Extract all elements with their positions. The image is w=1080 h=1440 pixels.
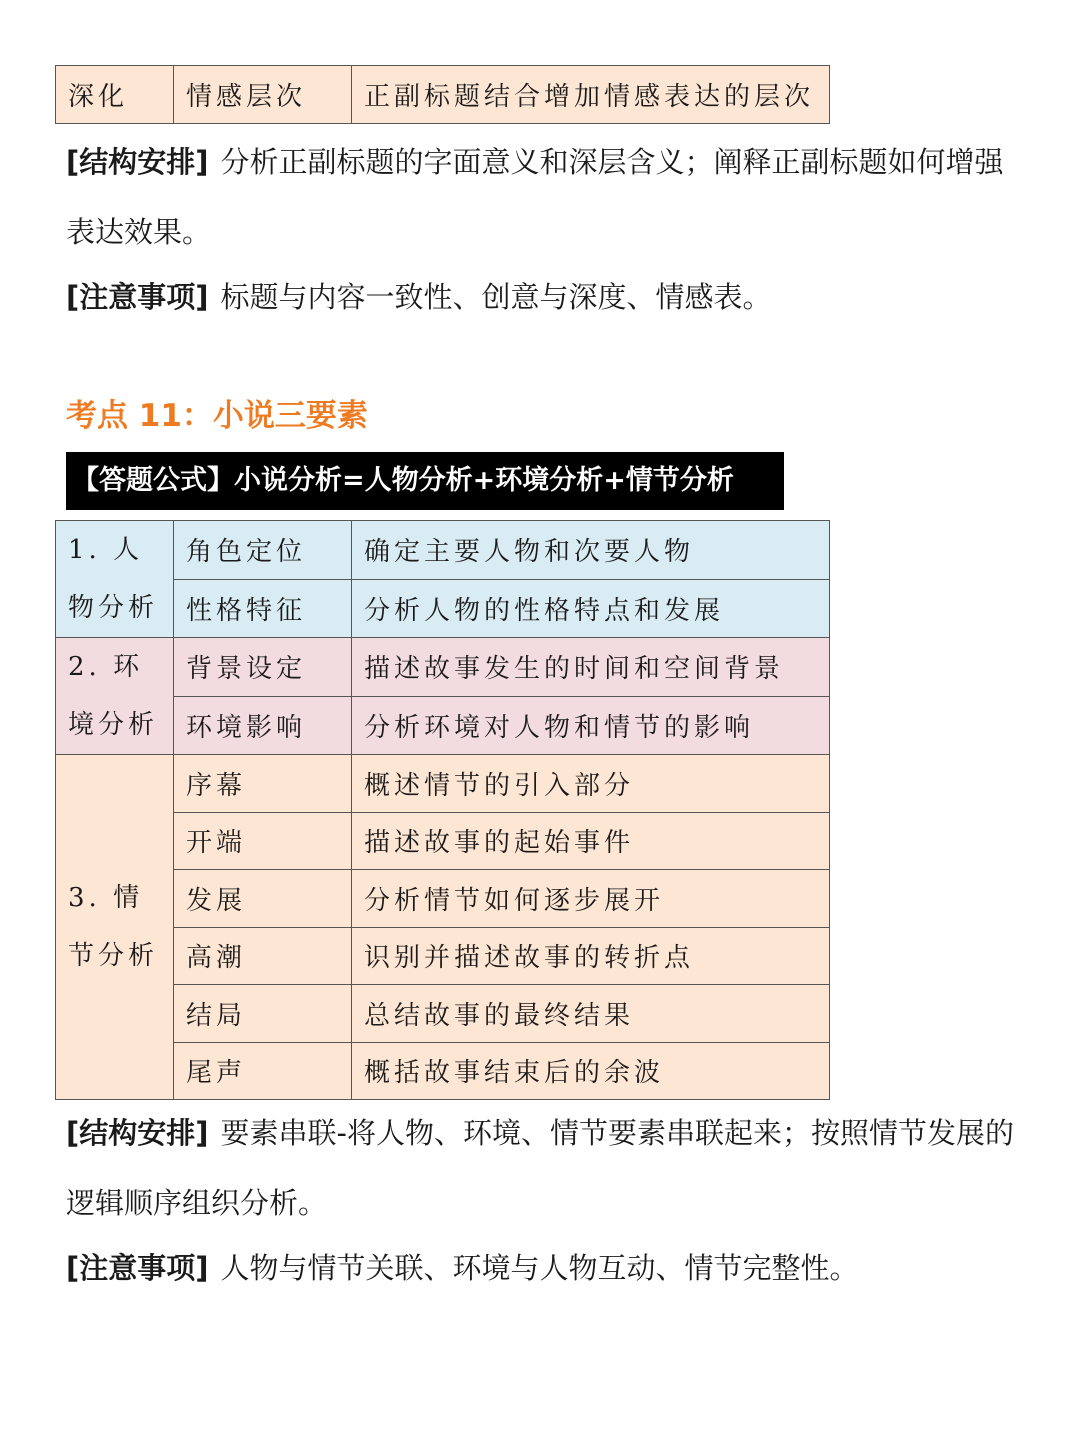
category-cell <box>56 521 174 638</box>
category-label: 2. 环境分析 <box>68 652 159 740</box>
structure-text: 要素串联-将人物、环境、情节要素串联起来；按照情节发展的 <box>220 1116 1014 1150</box>
table-row <box>56 638 830 697</box>
section-heading: 考点 11：小说三要素 <box>66 398 368 434</box>
category-cell <box>56 638 174 755</box>
structure-paragraph-1-cont <box>66 197 1046 267</box>
desc-cell: 描述故事发生的时间和空间背景 <box>352 638 830 697</box>
notes-text: 人物与情节关联、环境与人物互动、情节完整性。 <box>220 1251 859 1285</box>
item-cell: 背景设定 <box>174 638 352 697</box>
item-cell: 性格特征 <box>174 579 352 638</box>
notes-text: 标题与内容一致性、创意与深度、情感表。 <box>220 280 772 314</box>
category-label: 3. 情节分析 <box>68 883 159 971</box>
notes-paragraph-2 <box>66 1233 1046 1303</box>
desc-cell: 总结故事的最终结果 <box>352 985 830 1043</box>
structure-text-cont: 逻辑顺序组织分析。 <box>66 1186 328 1220</box>
notes-paragraph-1 <box>66 262 1046 332</box>
category-cell <box>56 755 174 1100</box>
table-cell: 正副标题结合增加情感表达的层次 <box>352 66 830 124</box>
structure-tag: [结构安排] <box>66 1116 209 1150</box>
structure-paragraph-2-cont <box>66 1168 1046 1238</box>
structure-text: 分析正副标题的字面意义和深层含义；阐释正副标题如何增强 <box>220 145 1004 179</box>
structure-paragraph-2 <box>66 1098 1046 1168</box>
desc-cell: 分析情节如何逐步展开 <box>352 870 830 928</box>
item-cell: 结局 <box>174 985 352 1043</box>
item-cell: 开端 <box>174 812 352 870</box>
formula-banner: 【答题公式】小说分析=人物分析+环境分析+情节分析 <box>66 452 784 510</box>
item-cell: 序幕 <box>174 755 352 813</box>
desc-cell: 分析人物的性格特点和发展 <box>352 579 830 638</box>
top-table <box>55 65 830 124</box>
table-row <box>56 521 830 580</box>
structure-text-cont: 表达效果。 <box>66 215 212 249</box>
desc-cell: 描述故事的起始事件 <box>352 812 830 870</box>
structure-tag: [结构安排] <box>66 145 209 179</box>
table-cell: 情感层次 <box>174 66 352 124</box>
desc-cell: 分析环境对人物和情节的影响 <box>352 696 830 755</box>
desc-cell: 识别并描述故事的转折点 <box>352 927 830 985</box>
table-cell: 深化 <box>56 66 174 124</box>
item-cell: 发展 <box>174 870 352 928</box>
novel-elements-table <box>55 520 830 1100</box>
notes-tag: [注意事项] <box>66 1251 209 1285</box>
item-cell: 环境影响 <box>174 696 352 755</box>
notes-tag: [注意事项] <box>66 280 209 314</box>
item-cell: 高潮 <box>174 927 352 985</box>
category-label: 1. 人物分析 <box>68 535 159 623</box>
item-cell: 角色定位 <box>174 521 352 580</box>
desc-cell: 概述情节的引入部分 <box>352 755 830 813</box>
structure-paragraph-1 <box>66 127 1046 197</box>
item-cell: 尾声 <box>174 1042 352 1100</box>
table-row <box>56 66 830 124</box>
desc-cell: 确定主要人物和次要人物 <box>352 521 830 580</box>
table-row <box>56 755 830 813</box>
desc-cell: 概括故事结束后的余波 <box>352 1042 830 1100</box>
